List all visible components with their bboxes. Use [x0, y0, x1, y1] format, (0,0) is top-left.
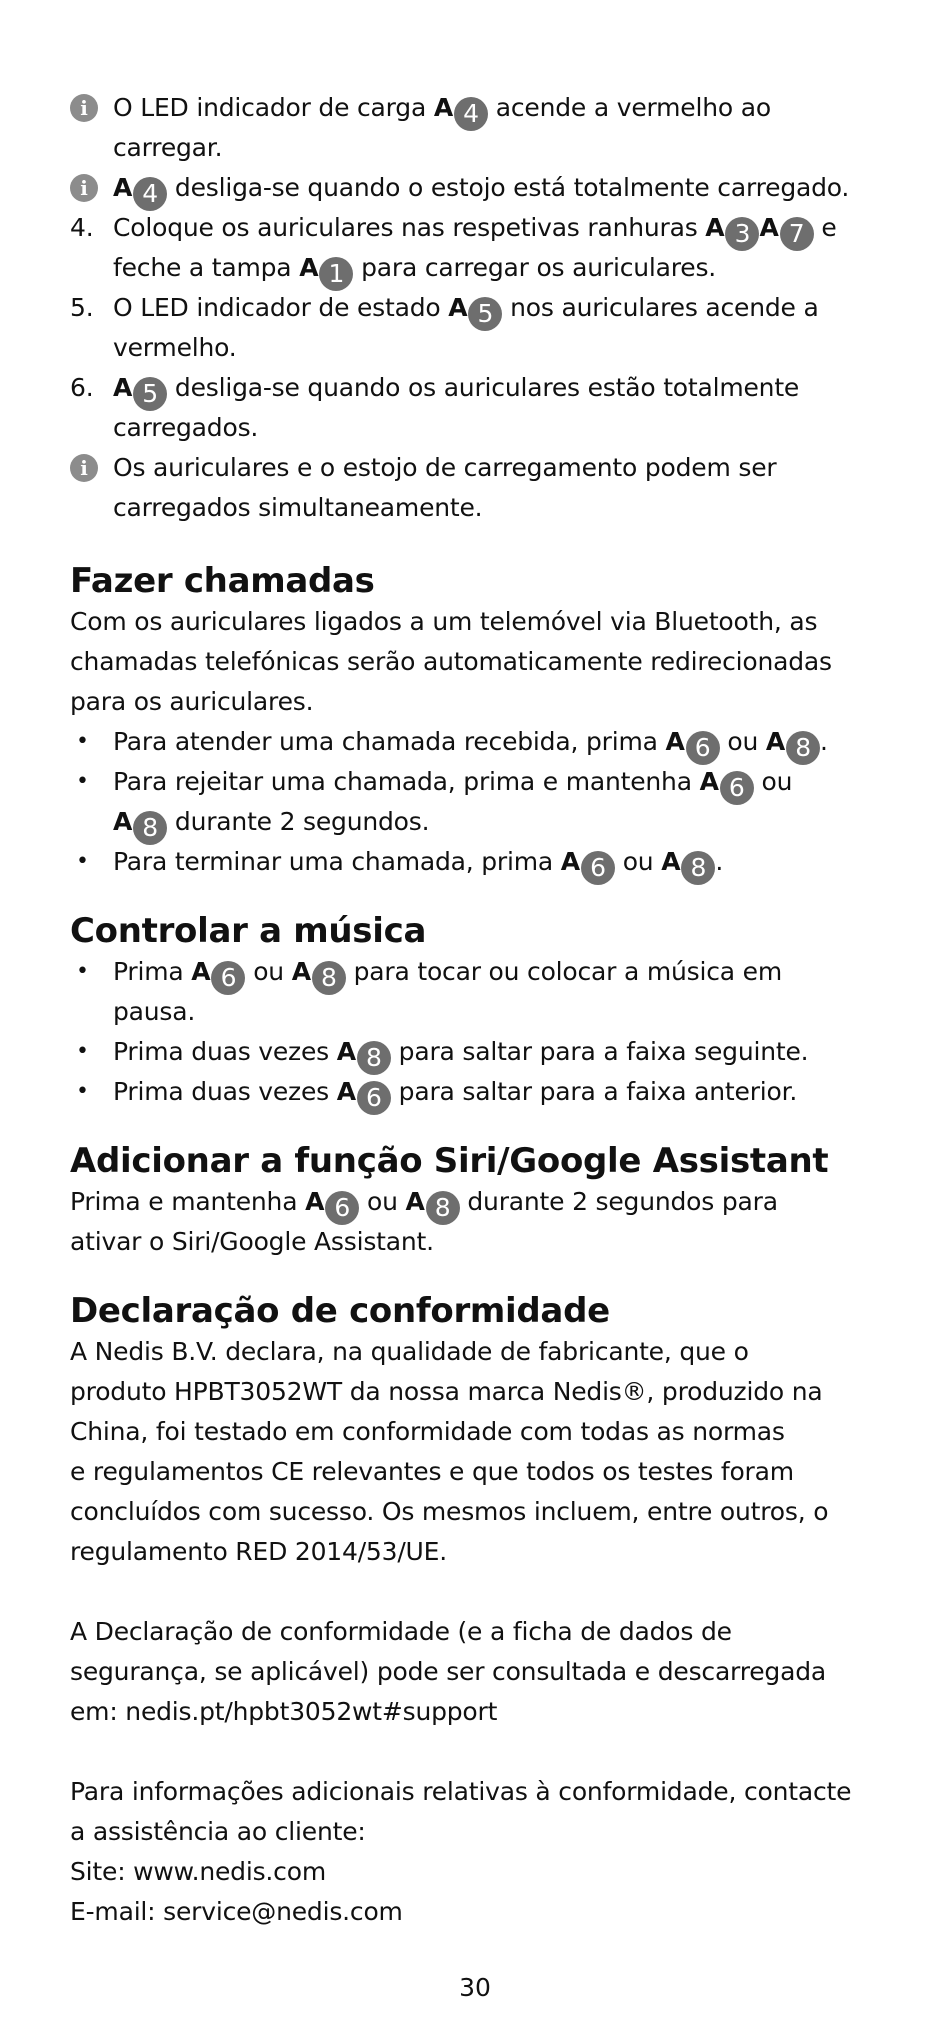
text-line: China, foi testado em conformidade com todas as normas	[70, 1417, 785, 1446]
info-icon: i	[70, 94, 98, 122]
part-ref-6: A 6	[665, 727, 719, 756]
part-ref-5: A 5	[448, 293, 502, 322]
heading-calls: Fazer chamadas	[70, 561, 375, 601]
list-item-next-track: • Prima duas vezes A 8 para saltar para a faixa seguinte.	[70, 1032, 870, 1072]
part-ref-4: A 4	[113, 173, 167, 202]
text-line: A 8 durante 2 segundos.	[70, 802, 870, 842]
part-ref-8: A 8	[292, 957, 346, 986]
manual-page	[70, 88, 870, 1932]
part-ref-4: A 4	[434, 93, 488, 122]
part-ref-6: A 6	[561, 847, 615, 876]
text-line: A Nedis B.V. declara, na qualidade de fabricante, que o	[70, 1337, 749, 1366]
website-text: Site: www.nedis.com	[70, 1857, 326, 1886]
text-line: a assistência ao cliente:	[70, 1817, 366, 1846]
step-number: 5.	[70, 293, 94, 322]
part-ref-3: A 3	[705, 213, 759, 242]
text-line: Para informações adicionais relativas à conformidade, contacte	[70, 1777, 852, 1806]
heading-assistant: Adicionar a função Siri/Google Assistant	[70, 1141, 829, 1181]
text-line: carregados.	[113, 413, 259, 442]
step-4: 4. Coloque os auriculares nas respetivas ranhuras A 3 A 7 e	[70, 208, 870, 248]
list-item-end-call: • Para terminar uma chamada, prima A 6 ou A 8 .	[70, 842, 870, 882]
part-ref-8: A 8	[113, 807, 167, 836]
email-text: E-mail: service@nedis.com	[70, 1897, 403, 1926]
info-note-charge-led: i O LED indicador de carga A 4 acende a vermelho ao	[70, 88, 870, 128]
bullet: •	[76, 1079, 89, 1104]
list-item-answer-call: • Para atender uma chamada recebida, prima A 6 ou A 8 .	[70, 722, 870, 762]
info-icon: i	[70, 174, 98, 202]
text-line: carregados simultaneamente.	[113, 493, 483, 522]
page-number: 30	[459, 1973, 491, 2002]
list-item-previous-track: • Prima duas vezes A 6 para saltar para a faixa anterior.	[70, 1072, 870, 1112]
text-line: vermelho.	[113, 333, 237, 362]
bullet: •	[76, 769, 89, 794]
bullet: •	[76, 849, 89, 874]
part-ref-5: A 5	[113, 373, 167, 402]
part-ref-1: A 1	[299, 253, 353, 282]
text-line: chamadas telefónicas serão automaticamente redirecionadas	[70, 647, 832, 676]
text-line: ativar o Siri/Google Assistant.	[70, 1227, 434, 1256]
text-line: regulamento RED 2014/53/UE.	[70, 1537, 447, 1566]
step-number: 6.	[70, 373, 94, 402]
bullet: •	[76, 729, 89, 754]
part-ref-6: A 6	[700, 767, 754, 796]
part-ref-8: A 8	[661, 847, 715, 876]
text-line: produto HPBT3052WT da nossa marca Nedis®, produzido na	[70, 1377, 823, 1406]
text-line: carregar.	[113, 133, 223, 162]
heading-conformity: Declaração de conformidade	[70, 1291, 610, 1331]
part-ref-6: A 6	[337, 1077, 391, 1106]
support-link-text: em: nedis.pt/hpbt3052wt#support	[70, 1697, 498, 1726]
list-item-play-pause: • Prima A 6 ou A 8 para tocar ou colocar a música em	[70, 952, 870, 992]
bullet: •	[76, 1039, 89, 1064]
text-line: e regulamentos CE relevantes e que todos os testes foram	[70, 1457, 794, 1486]
list-item-reject-call: • Para rejeitar uma chamada, prima e mantenha A 6 ou	[70, 762, 870, 802]
part-ref-7: A 7	[759, 213, 813, 242]
text-line: A Declaração de conformidade (e a ficha de dados de	[70, 1617, 732, 1646]
text-line: concluídos com sucesso. Os mesmos incluem, entre outros, o	[70, 1497, 829, 1526]
part-ref-6: A 6	[305, 1187, 359, 1216]
part-ref-8: A 8	[766, 727, 820, 756]
info-note-charge-complete: i A 4 desliga-se quando o estojo está totalmente carregado.	[70, 168, 870, 208]
text-line: Prima e mantenha A 6 ou A 8 durante 2 segundos para	[70, 1182, 870, 1222]
part-ref-8: A 8	[405, 1187, 459, 1216]
step-5: 5. O LED indicador de estado A 5 nos auriculares acende a	[70, 288, 870, 328]
part-ref-6: A 6	[191, 957, 245, 986]
text-line: Com os auriculares ligados a um telemóvel via Bluetooth, as	[70, 607, 818, 636]
heading-music: Controlar a música	[70, 911, 427, 951]
text-line: segurança, se aplicável) pode ser consultada e descarregada	[70, 1657, 826, 1686]
info-icon: i	[70, 454, 98, 482]
text-line: pausa.	[113, 997, 196, 1026]
step-number: 4.	[70, 213, 94, 242]
text-line: feche a tampa A 1 para carregar os auriculares.	[70, 248, 870, 288]
bullet: •	[76, 959, 89, 984]
step-6: 6. A 5 desliga-se quando os auriculares estão totalmente	[70, 368, 870, 408]
text-line: para os auriculares.	[70, 687, 314, 716]
part-ref-8: A 8	[337, 1037, 391, 1066]
info-note-simultaneous: i Os auriculares e o estojo de carregamento podem ser	[70, 448, 870, 488]
